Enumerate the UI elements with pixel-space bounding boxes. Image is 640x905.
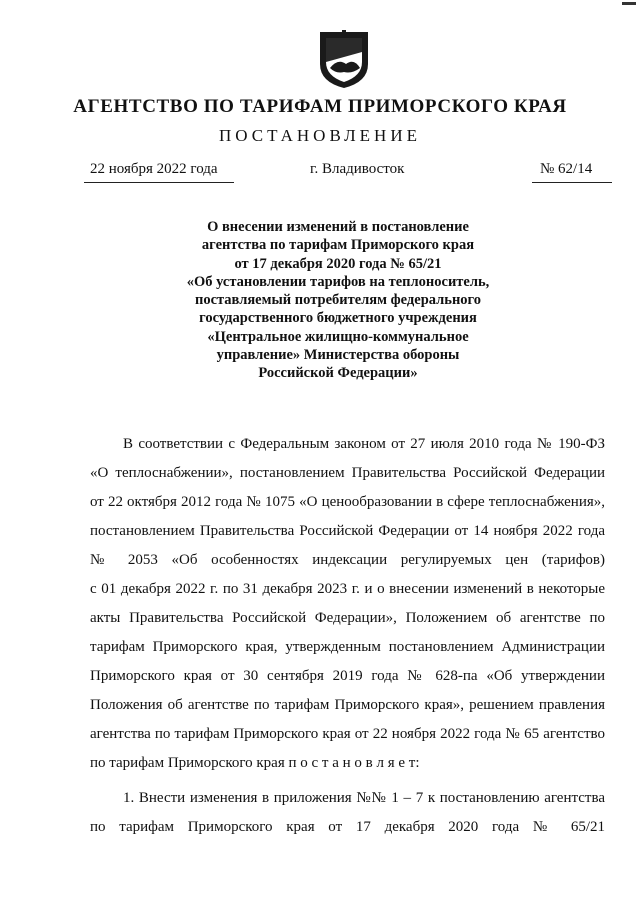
body-line: Приморского края от 30 сентября 2019 года № 628-па «Об утверждении [90, 668, 605, 684]
title-line: Российской Федерации» [258, 365, 418, 382]
document-date: 22 ноября 2022 года [90, 161, 218, 177]
title-line: государственного бюджетного учреждения [199, 310, 477, 327]
document-type: ПОСТАНОВЛЕНИЕ [218, 126, 421, 145]
date-underline [84, 182, 234, 183]
body-line: по тарифам Приморского края от 17 декабря 2020 года № 65/21 [90, 819, 605, 835]
title-line: агентства по тарифам Приморского края [201, 237, 475, 254]
body-line: Положения об агентстве по тарифам Приморского края», решением правления [90, 697, 605, 713]
title-line: от 17 декабря 2020 года № 65/21 [234, 255, 442, 272]
title-line: «Центральное жилищно-коммунальное [207, 328, 469, 345]
body-line: постановлением Правительства Российской Федерации от 14 ноября 2022 года [90, 523, 605, 539]
body-line: «О теплоснабжении», постановлением Правительства Российской Федерации [90, 465, 605, 481]
body-line: от 22 октября 2012 года № 1075 «О ценообразовании в сфере теплоснабжения», [90, 494, 605, 510]
title-line: поставляемый потребителям федерального [194, 292, 482, 309]
body-line: № 2053 «Об особенностях индексации регулируемых цен (тарифов) [90, 552, 605, 568]
body-line: тарифам Приморского края, утвержденным постановлением Администрации [90, 639, 605, 655]
number-underline [532, 182, 612, 183]
document-city: г. Владивосток [310, 161, 405, 177]
body-line: по тарифам Приморского края п о с т а н о в л я е т: [90, 755, 420, 771]
body-line: агентства по тарифам Приморского края от 22 ноября 2022 года № 65 агентство [90, 726, 605, 742]
corner-mark [622, 2, 636, 5]
body-line: с 01 декабря 2022 г. по 31 декабря 2023 г. и о внесении изменений в некоторые [90, 581, 605, 597]
body-line: 1. Внести изменения в приложения №№ 1 – 7 к постановлению агентства [123, 790, 605, 806]
agency-name: АГЕНТСТВО ПО ТАРИФАМ ПРИМОРСКОГО КРАЯ [73, 96, 567, 117]
title-line: управление» Министерства обороны [216, 347, 460, 364]
coat-of-arms-icon [316, 28, 372, 90]
title-line: «Об установлении тарифов на теплоноситель, [186, 273, 490, 290]
document-title [150, 218, 526, 383]
document-number: № 62/14 [540, 161, 593, 177]
title-line: О внесении изменений в постановление [207, 219, 469, 235]
body-line: акты Правительства Российской Федерации», Положением об агентстве по [90, 610, 605, 626]
body-line: В соответствии с Федеральным законом от 27 июля 2010 года № 190-ФЗ [123, 436, 605, 452]
